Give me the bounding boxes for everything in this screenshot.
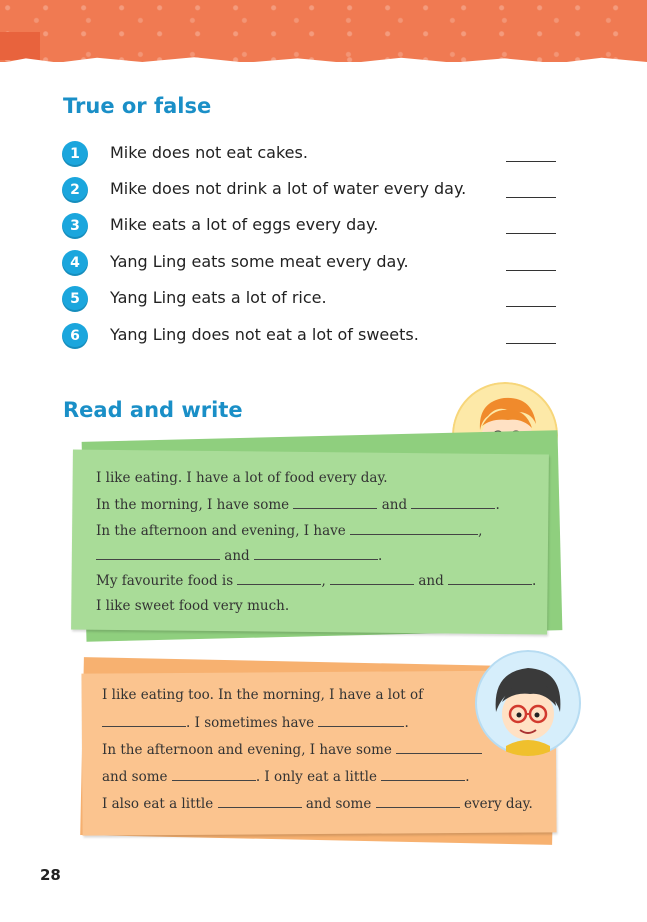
answer-blank[interactable] (293, 496, 377, 509)
tf-item (62, 141, 562, 167)
yang-line-4: and some . I only eat a little . (102, 769, 470, 785)
answer-blank[interactable] (237, 572, 321, 585)
answer-blank[interactable] (506, 343, 556, 344)
answer-blank[interactable] (102, 714, 186, 727)
mike-line-4: and . (96, 547, 382, 564)
yang-line-1: I like eating too. In the morning, I have a lot of (102, 687, 424, 703)
answer-blank[interactable] (381, 768, 465, 781)
answer-blank[interactable] (350, 522, 478, 535)
tf-item (62, 286, 562, 312)
answer-blank[interactable] (506, 270, 556, 271)
tf-item (62, 213, 562, 239)
item-number-badge: 5 (62, 286, 88, 312)
answer-blank[interactable] (330, 572, 414, 585)
statement-text: Mike eats a lot of eggs every day. (110, 215, 379, 234)
item-number-badge: 2 (62, 177, 88, 203)
answer-blank[interactable] (96, 547, 220, 560)
yang-line-2: . I sometimes have . (102, 714, 409, 731)
item-number-badge: 3 (62, 213, 88, 239)
answer-blank[interactable] (254, 547, 378, 560)
tf-item (62, 177, 562, 203)
answer-blank[interactable] (218, 795, 302, 808)
answer-blank[interactable] (411, 496, 495, 509)
tf-item (62, 250, 562, 276)
yang-ling-avatar (474, 650, 582, 756)
mike-line-5: My favourite food is , and . (96, 573, 537, 589)
answer-blank[interactable] (396, 741, 482, 754)
answer-blank[interactable] (448, 572, 532, 585)
statement-text: Mike does not eat cakes. (110, 143, 308, 162)
answer-blank[interactable] (318, 714, 404, 727)
true-false-heading: True or false (63, 94, 212, 118)
mike-line-1: I like eating. I have a lot of food every day. (96, 470, 388, 486)
item-number-badge: 1 (62, 141, 88, 167)
banner-tab (0, 32, 40, 60)
answer-blank[interactable] (376, 795, 460, 808)
answer-blank[interactable] (506, 161, 556, 162)
answer-blank[interactable] (506, 197, 556, 198)
statement-text: Yang Ling eats some meat every day. (110, 252, 409, 271)
header-banner (0, 0, 647, 62)
mike-line-2: In the morning, I have some and . (96, 497, 500, 513)
answer-blank[interactable] (506, 233, 556, 234)
answer-blank[interactable] (172, 768, 256, 781)
statement-text: Yang Ling does not eat a lot of sweets. (110, 325, 419, 344)
read-write-heading: Read and write (63, 398, 243, 422)
mike-line-3: In the afternoon and evening, I have , (96, 523, 483, 539)
statement-text: Mike does not drink a lot of water every day. (110, 179, 467, 198)
mike-line-6: I like sweet food very much. (96, 598, 290, 614)
page-number: 28 (40, 866, 61, 884)
item-number-badge: 6 (62, 323, 88, 349)
yang-line-5: I also eat a little and some every day. (102, 796, 533, 812)
statement-text: Yang Ling eats a lot of rice. (110, 288, 327, 307)
yang-line-3: In the afternoon and evening, I have some (102, 741, 482, 758)
answer-blank[interactable] (506, 306, 556, 307)
item-number-badge: 4 (62, 250, 88, 276)
tf-item (62, 323, 562, 349)
